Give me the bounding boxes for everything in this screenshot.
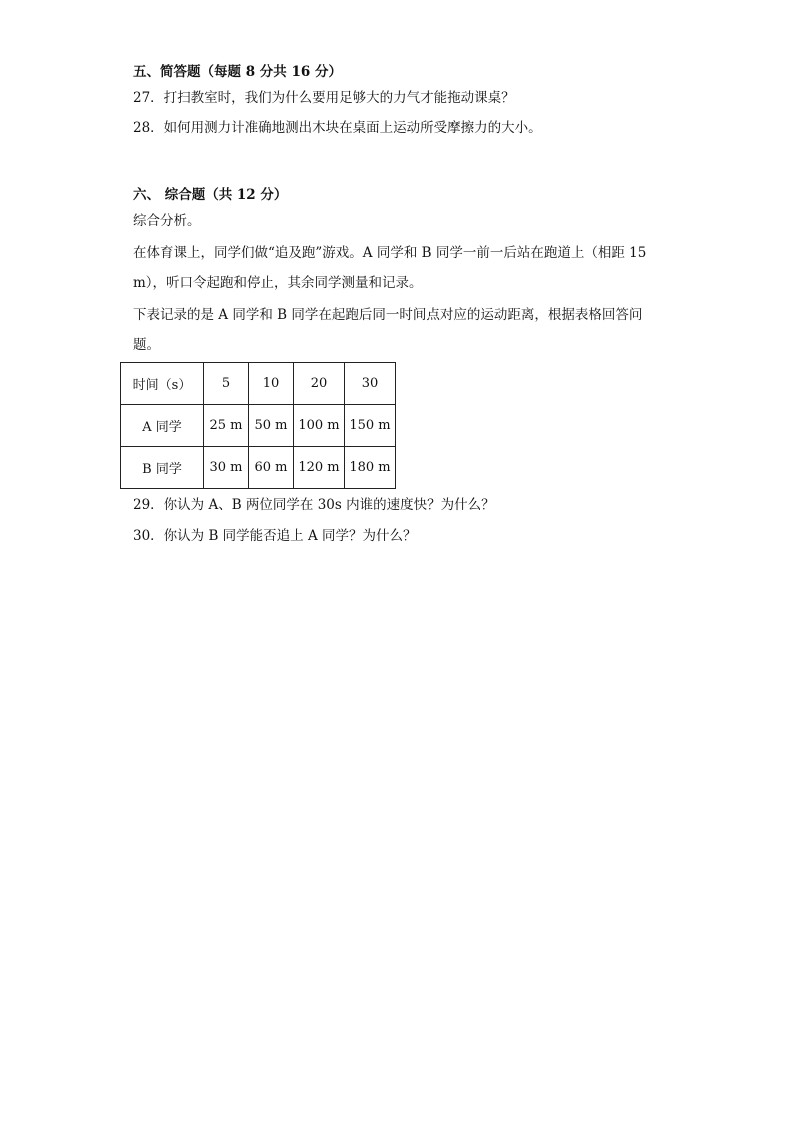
table-cell: 150 m xyxy=(345,405,396,447)
table-cell: 120 m xyxy=(294,447,345,489)
question-27: 27．打扫教室时，我们为什么要用足够大的力气才能拖动课桌？ xyxy=(133,90,515,106)
table-row xyxy=(121,447,396,489)
table-cell: A 同学 xyxy=(121,405,204,447)
table-cell: 30 m xyxy=(204,447,249,489)
table-header-cell: 20 xyxy=(294,363,345,405)
question-29: 29．你认为 A、B 两位同学在 30s 内谁的速度快？为什么？ xyxy=(133,497,495,513)
table-header-row xyxy=(121,363,396,405)
table-header-cell: 30 xyxy=(345,363,396,405)
table-header-cell: 10 xyxy=(249,363,294,405)
distance-table xyxy=(120,362,396,489)
table-header-cell: 5 xyxy=(204,363,249,405)
table-cell: B 同学 xyxy=(121,447,204,489)
section6-intro: 综合分析。 xyxy=(133,213,201,229)
table-cell: 50 m xyxy=(249,405,294,447)
table-cell: 100 m xyxy=(294,405,345,447)
section6-paragraph-1: 在体育课上，同学们做“追及跑”游戏。A 同学和 B 同学一前一后站在跑道上（相距 15 m），听口令起跑和停止，其余同学测量和记录。 xyxy=(133,245,647,291)
table-header-cell: 时间（s） xyxy=(121,363,204,405)
table-row xyxy=(121,405,396,447)
question-28: 28．如何用测力计准确地测出木块在桌面上运动所受摩擦力的大小。 xyxy=(133,120,542,136)
table-cell: 180 m xyxy=(345,447,396,489)
question-30: 30．你认为 B 同学能否追上 A 同学？为什么？ xyxy=(133,528,417,544)
table-cell: 25 m xyxy=(204,405,249,447)
section6-paragraph-2: 下表记录的是 A 同学和 B 同学在起跑后同一时间点对应的运动距离，根据表格回答问题。 xyxy=(133,307,643,353)
table-cell: 60 m xyxy=(249,447,294,489)
section6-heading: 六、 综合题（共 12 分） xyxy=(133,187,288,203)
section5-heading: 五、简答题（每题 8 分共 16 分） xyxy=(133,64,342,80)
